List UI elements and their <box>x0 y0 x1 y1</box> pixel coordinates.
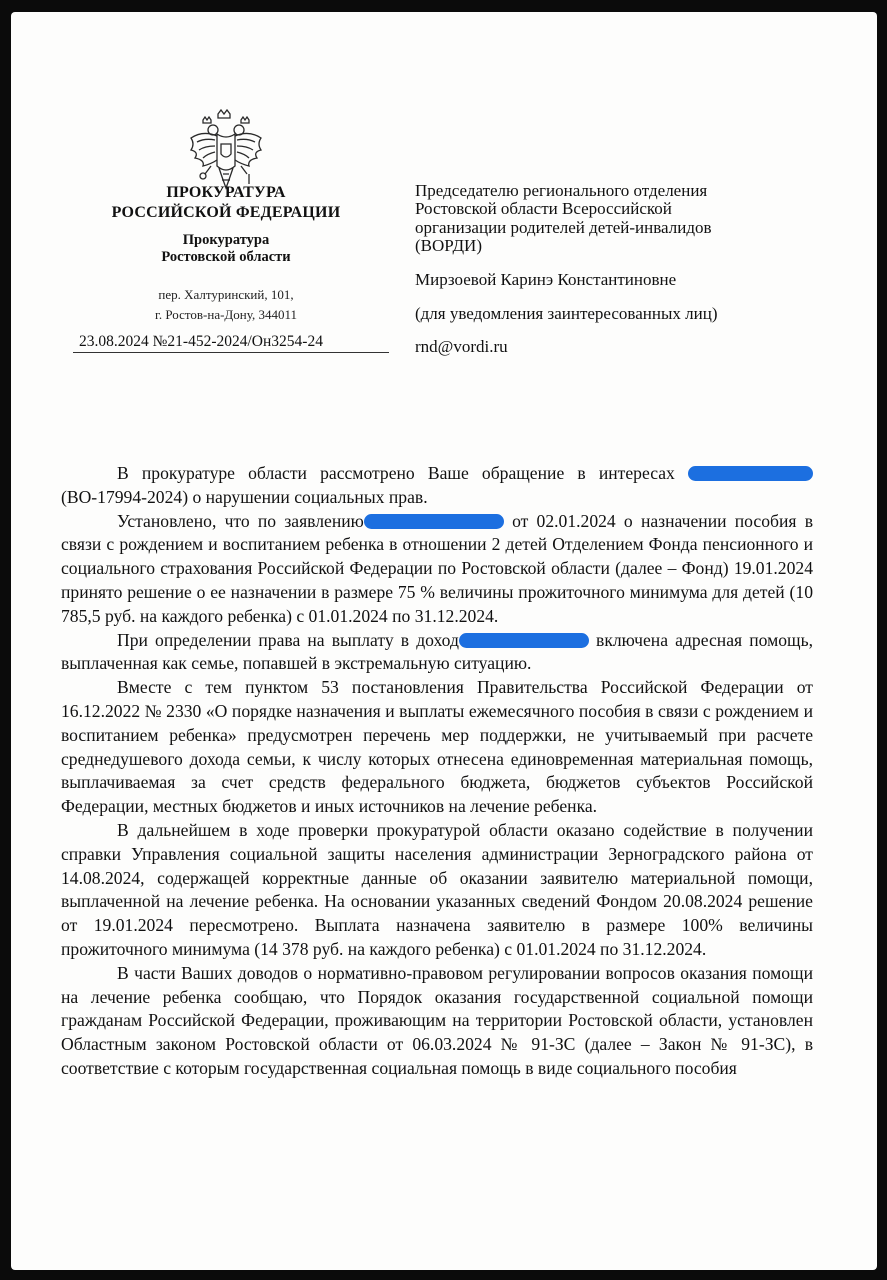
addressee-line-4: (ВОРДИ) <box>415 236 482 256</box>
addressee-note: (для уведомления заинтересованных лиц) <box>415 303 718 323</box>
coat-of-arms-emblem-icon <box>185 108 267 194</box>
registration-line <box>73 333 389 353</box>
paragraph-4: Вместе с тем пунктом 53 постановления Правительства Российской Федерации от 16.12.2022 № 2330 «О порядке назначения и выплаты ежемесячного пособия в связи с рождением и воспитанием ребенка» предусмотрен перечень мер поддержки, не учитываемый при расчете среднедушевого дохода семьи, к числу которых отнесена единовременная материальная помощь, выплачиваемая за счет средств федерального бюджета, бюджетов субъектов Российской Федерации, местных бюджетов и иных источников на лечение ребенка. <box>61 677 813 817</box>
paragraph-1 <box>61 462 813 510</box>
paragraph-5: В дальнейшем в ходе проверки прокуратурой области оказано содействие в получении справки Управления социальной защиты населения администрации Зерноградского района от 14.08.2024, содержащей корректные данные об оказании заявителю материальной помощи, выплаченной на лечение ребенка. На основании указанных сведений Фондом 20.08.2024 решение от 19.01.2024 пересмотрено. Выплата назначена заявителю в размере 100% величины прожиточного минимума (14 378 руб. на каждого ребенка) с 01.01.2024 по 31.12.2024. <box>61 819 813 959</box>
paragraph-2-part-a: Установлено, что по заявлению <box>117 510 364 531</box>
redacted-name <box>459 633 589 648</box>
org-title-line-2: РОССИЙСКОЙ ФЕДЕРАЦИИ <box>111 203 341 221</box>
paragraph-3 <box>61 629 813 677</box>
addressee-email: rnd@vordi.ru <box>415 337 508 357</box>
org-address-line-1: пер. Халтуринский, 101, <box>158 286 294 302</box>
document-page <box>11 12 877 1270</box>
addressee-line-3: организации родителей детей-инвалидов <box>415 217 712 237</box>
paragraph-6: В части Ваших доводов о нормативно-правовом регулировании вопросов оказания помощи на лечение ребенка сообщаю, что Порядок оказания государственной социальной помощи гражданам Российской Федерации, проживающим на территории Ростовской области, установлен Областным законом Ростовской области от 06.03.2024 № 91-ЗС (далее – Закон № 91-ЗС), в соответствие с которым государственная социальная помощь в виде социального пособия <box>61 962 813 1078</box>
addressee-line-1: Председателю регионального отделения <box>415 181 708 200</box>
document-date: 23.08.2024 <box>79 333 149 350</box>
paragraph-3-part-b: включена адресная помощь, выплаченная как семье, попавшей в экстремальную ситуацию. <box>61 629 813 674</box>
paragraph-2-part-b: от 02.01.2024 о назначении пособия в связи с рождением и воспитанием ребенка в отношении 2 детей Отделением Фонда пенсионного и социального страхования Российской Федерации по Ростовской области (далее – Фонд) 19.01.2024 принято решение о ее назначении в размере 75 % величины прожиточного минимума для детей (10 785,5 руб. на каждого ребенка) с 01.01.2024 по 31.12.2024. <box>61 510 814 626</box>
org-subtitle-line-1: Прокуратура <box>182 232 270 249</box>
paragraph-1-part-a: В прокуратуре области рассмотрено Ваше обращение в интересах <box>117 463 675 483</box>
paragraph-1-part-b: (ВО-17994-2024) о нарушении социальных прав. <box>61 486 428 507</box>
addressee-name: Мирзоевой Каринэ Константиновне <box>415 270 677 290</box>
paragraph-2 <box>61 510 813 629</box>
redacted-name <box>688 466 813 481</box>
addressee-block <box>415 182 815 357</box>
letter-body <box>61 462 813 1081</box>
redacted-name <box>364 514 504 529</box>
addressee-line-2: Ростовской области Всероссийской <box>415 199 672 219</box>
org-title-line-1: ПРОКУРАТУРА <box>166 184 286 201</box>
org-address-line-2: г. Ростов-на-Дону, 344011 <box>155 306 297 322</box>
paragraph-3-part-a: При определении права на выплату в доход <box>117 629 459 650</box>
document-number: №21-452-2024/Он3254-24 <box>152 333 323 350</box>
org-subtitle-line-2: Ростовской области <box>161 249 291 266</box>
organization-block <box>71 183 381 325</box>
